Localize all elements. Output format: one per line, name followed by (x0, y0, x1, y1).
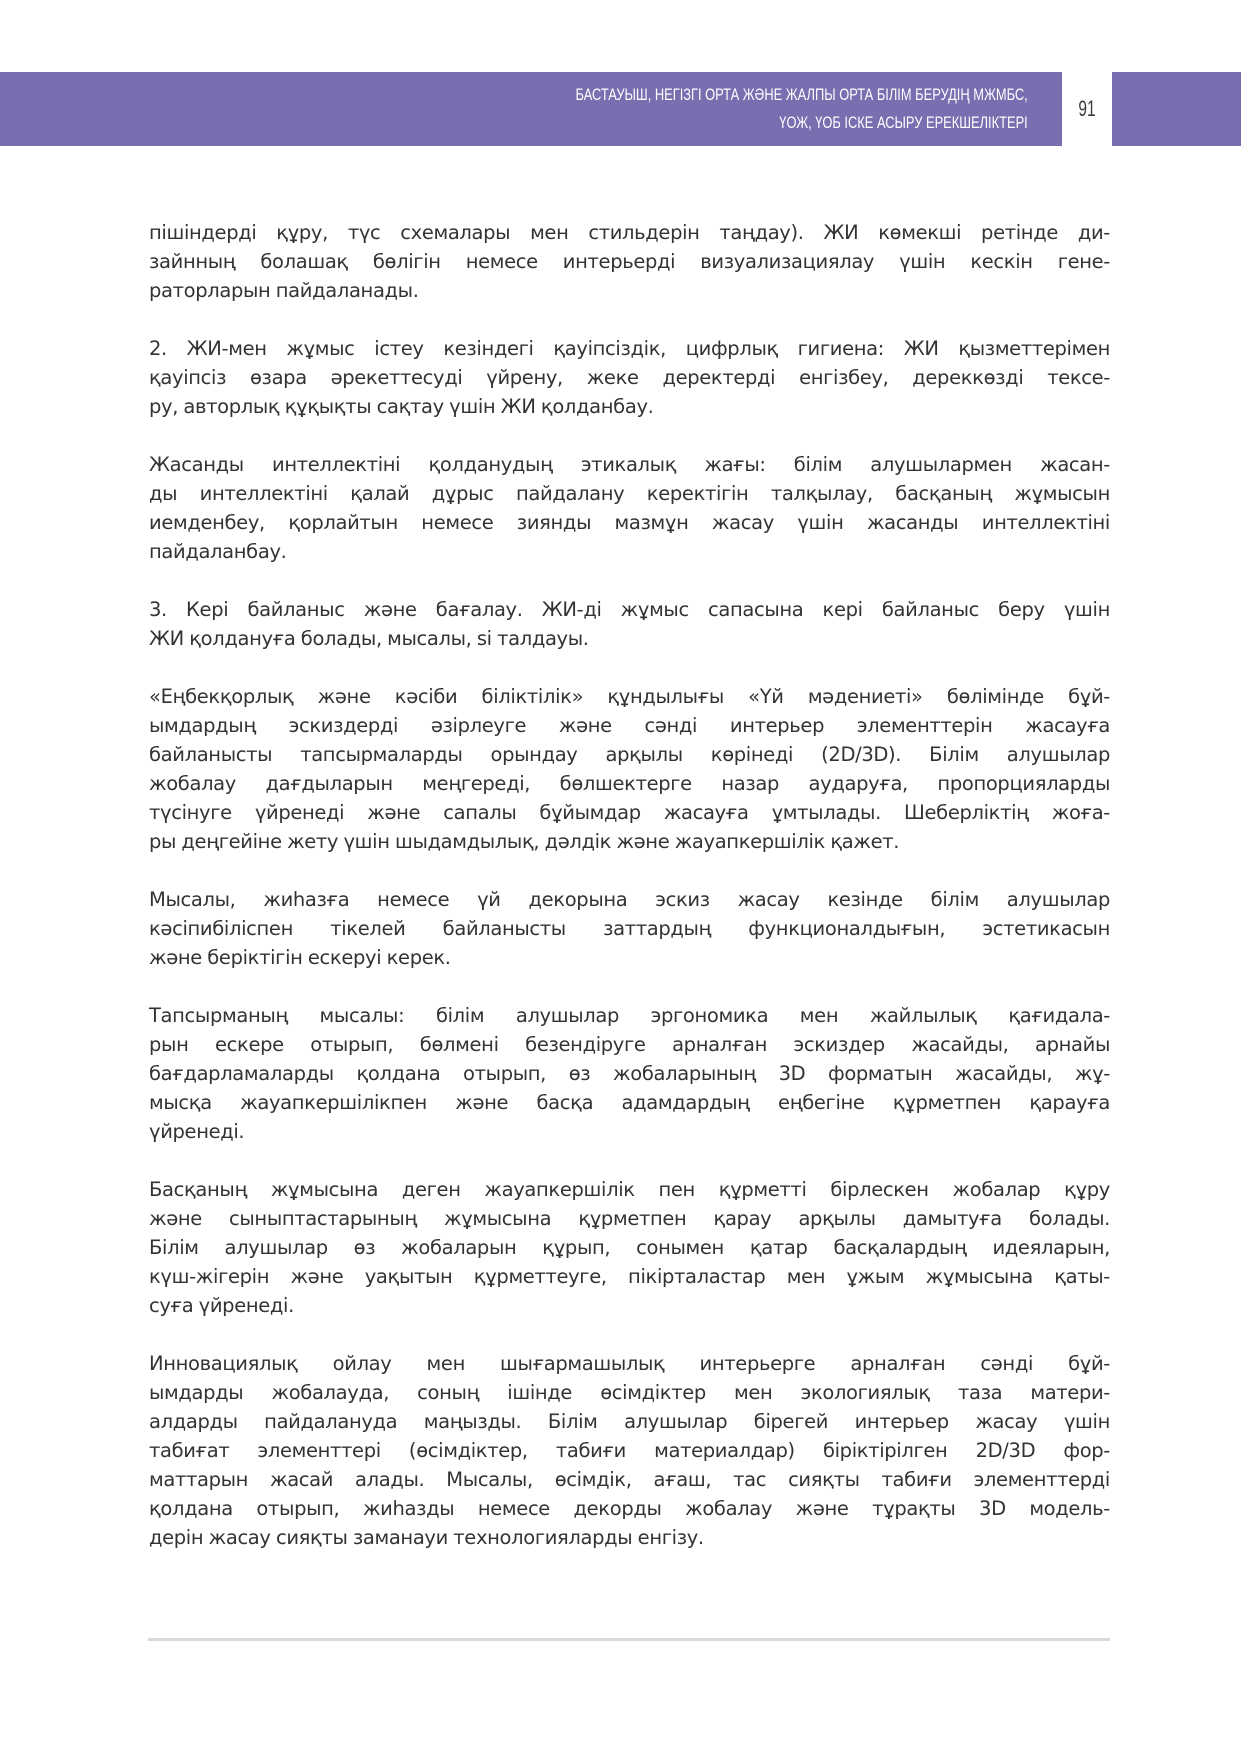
text-line: табиғат элементтері (өсімдіктер, табиғи материалдар) біріктірілген 2D/3D фор- (149, 1439, 1110, 1462)
paragraph-ai-safety (149, 334, 1110, 421)
text-line: суға үйренеді. (149, 1294, 294, 1317)
running-header-title (576, 81, 1028, 137)
text-line: ымдарды жобалауда, соның ішінде өсімдіктер мен экологиялық таза матери- (149, 1381, 1110, 1404)
text-line: және сыныптастарының жұмысына құрметпен қарау арқылы дамытуға болады. (149, 1207, 1110, 1230)
text-line: кәсіпибіліспен тікелей байланысты заттардың функционалдығын, эстетикасын (149, 917, 1110, 940)
text-line: маттарын жасай алады. Мысалы, өсімдік, ағаш, тас сияқты табиғи элементтерді (149, 1468, 1110, 1491)
header-accent-block (1112, 72, 1241, 146)
paragraph-example-furniture (149, 885, 1110, 972)
paragraph-respect (149, 1175, 1110, 1320)
header-band (0, 72, 1062, 146)
text-line: иемденбеу, қорлайтын немесе зиянды мазмұн жасау үшін жасанды интеллектіні (149, 511, 1110, 534)
text-line: ды интеллектіні қалай дұрыс пайдалану керектігін талқылау, басқаның жұмысын (149, 482, 1110, 505)
text-line: ру, авторлық құқықты сақтау үшін ЖИ қолданбау. (149, 395, 654, 418)
text-line: қолдана отырып, жиһазды немесе декорды жобалау және тұрақты 3D модель- (149, 1497, 1110, 1520)
text-line: Тапсырманың мысалы: білім алушылар эргономика мен жайлылық қағидала- (149, 1004, 1110, 1027)
text-line: ры деңгейіне жету үшін шыдамдылық, дәлдік және жауапкершілік қажет. (149, 830, 900, 853)
text-line: және беріктігін ескеруі керек. (149, 946, 451, 969)
footer-divider (148, 1638, 1110, 1641)
text-line: пішіндерді құру, түс схемалары мен стильдерін таңдау). ЖИ көмекші ретінде ди- (149, 221, 1110, 244)
text-line: түсінуге үйренеді және сапалы бұйымдар жасауға ұмтылады. Шеберліктің жоға- (149, 801, 1110, 824)
paragraph-feedback (149, 595, 1110, 653)
paragraph-ai-generators (149, 218, 1110, 305)
page-number: 91 (1078, 96, 1096, 121)
text-line: пайдаланбау. (149, 540, 287, 563)
body-text (149, 218, 1110, 1581)
text-line: жобалау дағдыларын меңгереді, бөлшектерге назар аударуға, пропорцияларды (149, 772, 1110, 795)
text-line: ымдардың эскиздерді әзірлеуге және сәнді интерьер элементтерін жасауға (149, 714, 1110, 737)
text-line: Мысалы, жиһазға немесе үй декорына эскиз жасау кезінде білім алушылар (149, 888, 1110, 911)
text-line: үйренеді. (149, 1120, 245, 1143)
text-line: Инновациялық ойлау мен шығармашылық интерьерге арналған сәнді бұй- (149, 1352, 1110, 1375)
text-line: раторларын пайдаланады. (149, 279, 419, 302)
text-line: зайнның болашақ бөлігін немесе интерьерді визуализациялау үшін кескін гене- (149, 250, 1110, 273)
text-line: қауіпсіз өзара әрекеттесуді үйрену, жеке деректерді енгізбеу, дереккөзді тексе- (149, 366, 1110, 389)
text-line: Басқаның жұмысына деген жауапкершілік пен құрметті бірлескен жобалар құру (149, 1178, 1110, 1201)
text-line: алдарды пайдалануда маңызды. Білім алушылар бірегей интерьер жасау үшін (149, 1410, 1110, 1433)
text-line: «Еңбекқорлық және кәсіби біліктілік» құндылығы «Үй мәдениеті» бөлімінде бұй- (149, 685, 1110, 708)
text-line: мысқа жауапкершілікпен және басқа адамдардың еңбегіне құрметпен қарауға (149, 1091, 1110, 1114)
text-line: рын ескере отырып, бөлмені безендіруге арналған эскиздер жасайды, арнайы (149, 1033, 1110, 1056)
text-line: күш-жігерін және уақытын құрметтеуге, пікірталастар мен ұжым жұмысына қаты- (149, 1265, 1110, 1288)
text-line: ЖИ қолдануға болады, мысалы, si талдауы. (149, 627, 589, 650)
text-line: Жасанды интеллектіні қолданудың этикалық жағы: білім алушылармен жасан- (149, 453, 1110, 476)
text-line: 2. ЖИ-мен жұмыс істеу кезіндегі қауіпсіздік, цифрлық гигиена: ЖИ қызметтерімен (149, 337, 1110, 360)
running-header-line-1: БАСТАУЫШ, НЕГІЗГІ ОРТА ЖӘНЕ ЖАЛПЫ ОРТА БІЛІМ БЕРУДІҢ МЖМБС, (575, 86, 1028, 104)
text-line: 3. Кері байланыс және бағалау. ЖИ-ді жұмыс сапасына кері байланыс беру үшін (149, 598, 1110, 621)
paragraph-ai-ethics (149, 450, 1110, 566)
running-header-line-2: ҮОЖ, ҮОБ ІСКЕ АСЫРУ ЕРЕКШЕЛІКТЕРІ (779, 114, 1028, 132)
paragraph-diligence (149, 682, 1110, 856)
paragraph-innovation (149, 1349, 1110, 1552)
text-line: бағдарламаларды қолдана отырып, өз жобаларының 3D форматын жасайды, жұ- (149, 1062, 1110, 1085)
paragraph-task-example (149, 1001, 1110, 1146)
text-line: Білім алушылар өз жобаларын құрып, сонымен қатар басқалардың идеяларын, (149, 1236, 1110, 1259)
text-line: дерін жасау сияқты заманауи технологияларды енгізу. (149, 1526, 704, 1549)
text-line: байланысты тапсырмаларды орындау арқылы көрінеді (2D/3D). Білім алушылар (149, 743, 1110, 766)
